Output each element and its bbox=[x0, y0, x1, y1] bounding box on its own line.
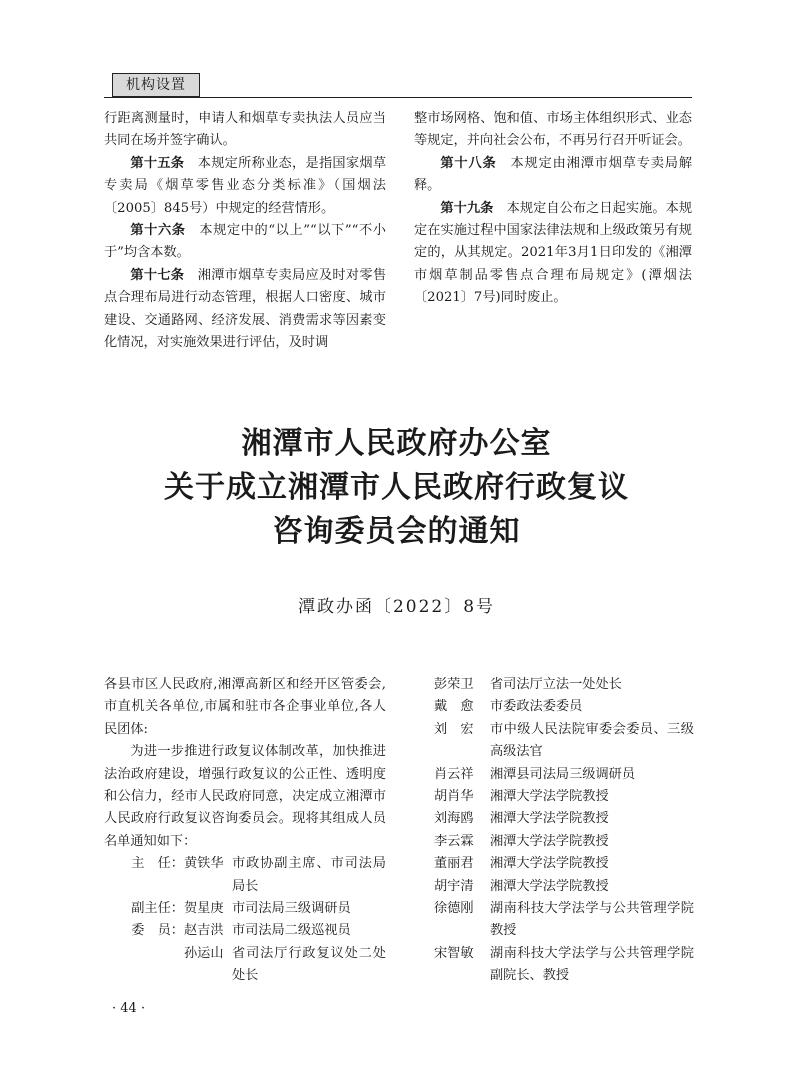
article-15-label: 第十五条 bbox=[130, 155, 185, 171]
member-name: 刘海鸥 bbox=[434, 811, 474, 827]
member-name: 孙运山 bbox=[184, 945, 224, 961]
member-position: 湖南科技大学法学与公共管理学院副院长、教授 bbox=[490, 945, 694, 984]
member-row bbox=[434, 853, 694, 875]
article-19 bbox=[414, 198, 692, 310]
article-19-text: 本规定自公布之日起实施。本规定在实施过程中国家法律法规和上级政策另有规定的，从其规定。2021年3月1日印发的《湘潭市烟草制品零售点合理布局规定》(潭烟法〔2021〕7号)同时废止。 bbox=[414, 200, 693, 306]
member-row bbox=[434, 786, 694, 808]
member-row bbox=[434, 831, 694, 853]
header-rule bbox=[104, 97, 692, 98]
member-position: 市司法局二级巡视员 bbox=[232, 923, 351, 939]
document-number: 潭政办函〔2022〕8号 bbox=[297, 597, 496, 617]
notice-title-line-1: 湘潭市人民政府办公室 bbox=[241, 426, 552, 461]
member-name: 黄铁华 bbox=[184, 856, 224, 872]
member-row bbox=[104, 898, 386, 920]
member-name: 戴 愈 bbox=[434, 699, 474, 715]
member-name: 肖云祥 bbox=[434, 766, 474, 782]
article-16-text: 本规定中的“以上”“以下”“不小于”均含本数。 bbox=[104, 223, 386, 261]
member-list-left bbox=[104, 853, 386, 987]
article-18-label: 第十八条 bbox=[440, 155, 497, 171]
member-row bbox=[434, 808, 694, 830]
article-15-text: 本规定所称业态，是指国家烟草专卖局《烟草零售业态分类标准》（国烟法〔2005〕845号）中规定的经营情形。 bbox=[104, 155, 387, 216]
page-number: · 44 · bbox=[112, 1001, 146, 1016]
member-position: 湘潭大学法学院教授 bbox=[490, 878, 609, 894]
member-row bbox=[434, 764, 694, 786]
member-role bbox=[104, 943, 184, 988]
article-18-text: 本规定由湘潭市烟草专卖局解释。 bbox=[414, 155, 693, 194]
article-18 bbox=[414, 153, 692, 198]
notice-body: 为进一步推进行政复议体制改革，加快推进法治政府建设，增强行政复议的公正性、透明度和公信力，经市人民政府同意，决定成立湘潭市人民政府行政复议咨询委员会。现将其组成人员名单通知如下： bbox=[104, 744, 386, 849]
member-row bbox=[434, 696, 694, 718]
member-row bbox=[434, 898, 694, 943]
member-role: 主 任： bbox=[131, 856, 184, 872]
member-name: 宋智敏 bbox=[434, 945, 474, 961]
member-row bbox=[104, 853, 386, 898]
member-row bbox=[104, 943, 386, 988]
member-row bbox=[434, 719, 694, 764]
member-position: 省司法厅立法一处处长 bbox=[490, 677, 622, 692]
member-name: 赵吉洪 bbox=[184, 923, 224, 939]
top-right-column bbox=[414, 108, 692, 310]
notice-title-line-3: 咨询委员会的通知 bbox=[272, 514, 521, 549]
member-name: 贺星庚 bbox=[184, 901, 224, 917]
member-position: 省司法厅行政复议处二处处长 bbox=[232, 945, 386, 984]
member-row bbox=[434, 943, 694, 988]
member-name: 刘 宏 bbox=[434, 721, 474, 737]
member-position: 市司法局三级调研员 bbox=[232, 901, 351, 917]
notice-left-column bbox=[104, 674, 386, 988]
article-19-label: 第十九条 bbox=[440, 200, 494, 216]
member-name: 李云霖 bbox=[434, 833, 474, 849]
member-list-right bbox=[434, 674, 694, 988]
member-name: 彭荣卫 bbox=[434, 677, 474, 692]
section-tag: 机构设置 bbox=[112, 73, 200, 97]
article-15 bbox=[104, 153, 386, 220]
article-16-label: 第十六条 bbox=[130, 223, 186, 239]
member-position: 湘潭大学法学院教授 bbox=[490, 856, 609, 872]
member-name: 董丽君 bbox=[434, 856, 474, 872]
member-position: 市中级人民法院审委会委员、三级高级法官 bbox=[490, 721, 694, 760]
member-position: 湘潭大学法学院教授 bbox=[490, 789, 609, 805]
article-17-text: 湘潭市烟草专卖局应及时对零售点合理布局进行动态管理，根据人口密度、城市建设、交通路网、经济发展、消费需求等因素变化情况，对实施效果进行评估，及时调 bbox=[104, 267, 387, 351]
top-left-column bbox=[104, 108, 386, 354]
member-role: 委 员： bbox=[131, 923, 184, 939]
member-position: 湘潭大学法学院教授 bbox=[490, 811, 609, 827]
notice-right-column bbox=[434, 674, 694, 988]
member-name: 胡宇清 bbox=[434, 878, 474, 894]
continued-paragraph: 整市场网格、饱和值、市场主体组织形式、业态等规定，并向社会公布，不再另行召开听证会。 bbox=[414, 111, 692, 149]
recipients: 各县市区人民政府,湘潭高新区和经开区管委会,市直机关各单位,市属和驻市各企事业单位,各人民团体: bbox=[104, 677, 386, 737]
member-position: 湘潭大学法学院教授 bbox=[490, 833, 609, 849]
continued-paragraph: 行距离测量时，申请人和烟草专卖执法人员应当共同在场并签字确认。 bbox=[104, 111, 386, 149]
member-row bbox=[104, 920, 386, 942]
member-position: 湘潭县司法局三级调研员 bbox=[490, 766, 636, 782]
article-17 bbox=[104, 265, 386, 355]
member-row bbox=[434, 674, 694, 696]
article-16 bbox=[104, 220, 386, 265]
notice-title-line-2: 关于成立湘潭市人民政府行政复议 bbox=[164, 470, 629, 505]
member-role: 副主任： bbox=[131, 901, 184, 917]
member-position: 市委政法委委员 bbox=[490, 699, 583, 715]
member-row bbox=[434, 876, 694, 898]
member-name: 胡肖华 bbox=[434, 789, 474, 805]
member-name: 徐德刚 bbox=[434, 901, 474, 917]
member-position: 市政协副主席、市司法局局长 bbox=[232, 856, 386, 894]
article-17-label: 第十七条 bbox=[130, 267, 185, 283]
member-position: 湖南科技大学法学与公共管理学院教授 bbox=[490, 901, 694, 939]
